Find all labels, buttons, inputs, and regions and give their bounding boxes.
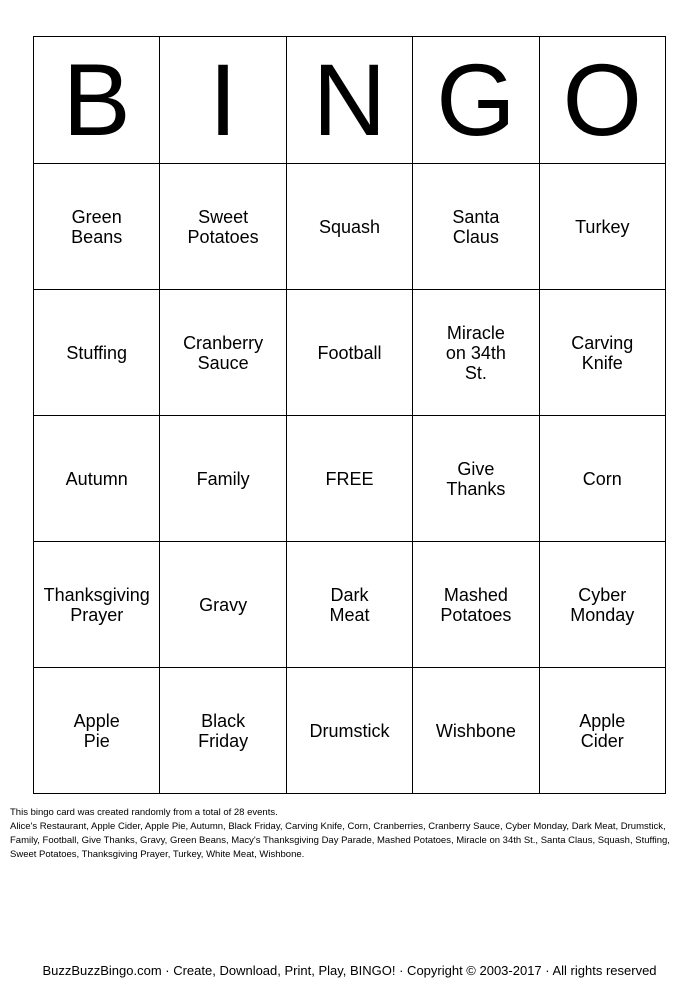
bingo-cell: Green Beans <box>34 164 160 290</box>
header-letter-n: N <box>286 37 412 164</box>
bingo-cell: Give Thanks <box>413 416 539 542</box>
bingo-header-row <box>34 37 666 164</box>
bingo-cell: Turkey <box>539 164 665 290</box>
bingo-cell: Apple Cider <box>539 668 665 794</box>
bingo-row <box>34 290 666 416</box>
bingo-cell: Cyber Monday <box>539 542 665 668</box>
footer-text: BuzzBuzzBingo.com · Create, Download, Print, Play, BINGO! · Copyright © 2003-2017 · All rights reserved <box>42 963 657 978</box>
bingo-cell: Black Friday <box>160 668 286 794</box>
bingo-cell: Carving Knife <box>539 290 665 416</box>
note-intro: This bingo card was created randomly from a total of 28 events. <box>10 807 278 818</box>
bingo-cell: Thanksgiving Prayer <box>34 542 160 668</box>
bingo-cell: Corn <box>539 416 665 542</box>
bingo-cell: Sweet Potatoes <box>160 164 286 290</box>
card-note <box>10 806 689 862</box>
bingo-cell: Dark Meat <box>286 542 412 668</box>
bingo-cell: Drumstick <box>286 668 412 794</box>
bingo-cell: Family <box>160 416 286 542</box>
bingo-row <box>34 416 666 542</box>
bingo-row <box>34 542 666 668</box>
header-letter-i: I <box>160 37 286 164</box>
header-letter-o: O <box>539 37 665 164</box>
bingo-cell: Miracle on 34th St. <box>413 290 539 416</box>
bingo-cell: Wishbone <box>413 668 539 794</box>
bingo-cell: Apple Pie <box>34 668 160 794</box>
bingo-cell: Santa Claus <box>413 164 539 290</box>
bingo-cell: Autumn <box>34 416 160 542</box>
free-space-cell: FREE <box>286 416 412 542</box>
header-letter-g: G <box>413 37 539 164</box>
bingo-cell: Gravy <box>160 542 286 668</box>
bingo-cell: Squash <box>286 164 412 290</box>
bingo-cell: Mashed Potatoes <box>413 542 539 668</box>
bingo-cell: Stuffing <box>34 290 160 416</box>
bingo-row <box>34 668 666 794</box>
note-events-list: Alice's Restaurant, Apple Cider, Apple Pie, Autumn, Black Friday, Carving Knife, Corn, Cranberries, Cranberry Sauce, Cyber Monday, Dark Meat, Drumstick, Family, Football, Give Thanks, Gravy, Green Beans, Macy's Thanksgiving Day Parade, Mashed Potatoes, Miracle on 34th St., Santa Claus, Squash, Stuffing, Sweet Potatoes, Thanksgiving Prayer, Turkey, White Meat, Wishbone. <box>10 821 670 860</box>
header-letter-b: B <box>34 37 160 164</box>
bingo-row <box>34 164 666 290</box>
bingo-card <box>33 36 666 794</box>
bingo-cell: Cranberry Sauce <box>160 290 286 416</box>
bingo-cell: Football <box>286 290 412 416</box>
